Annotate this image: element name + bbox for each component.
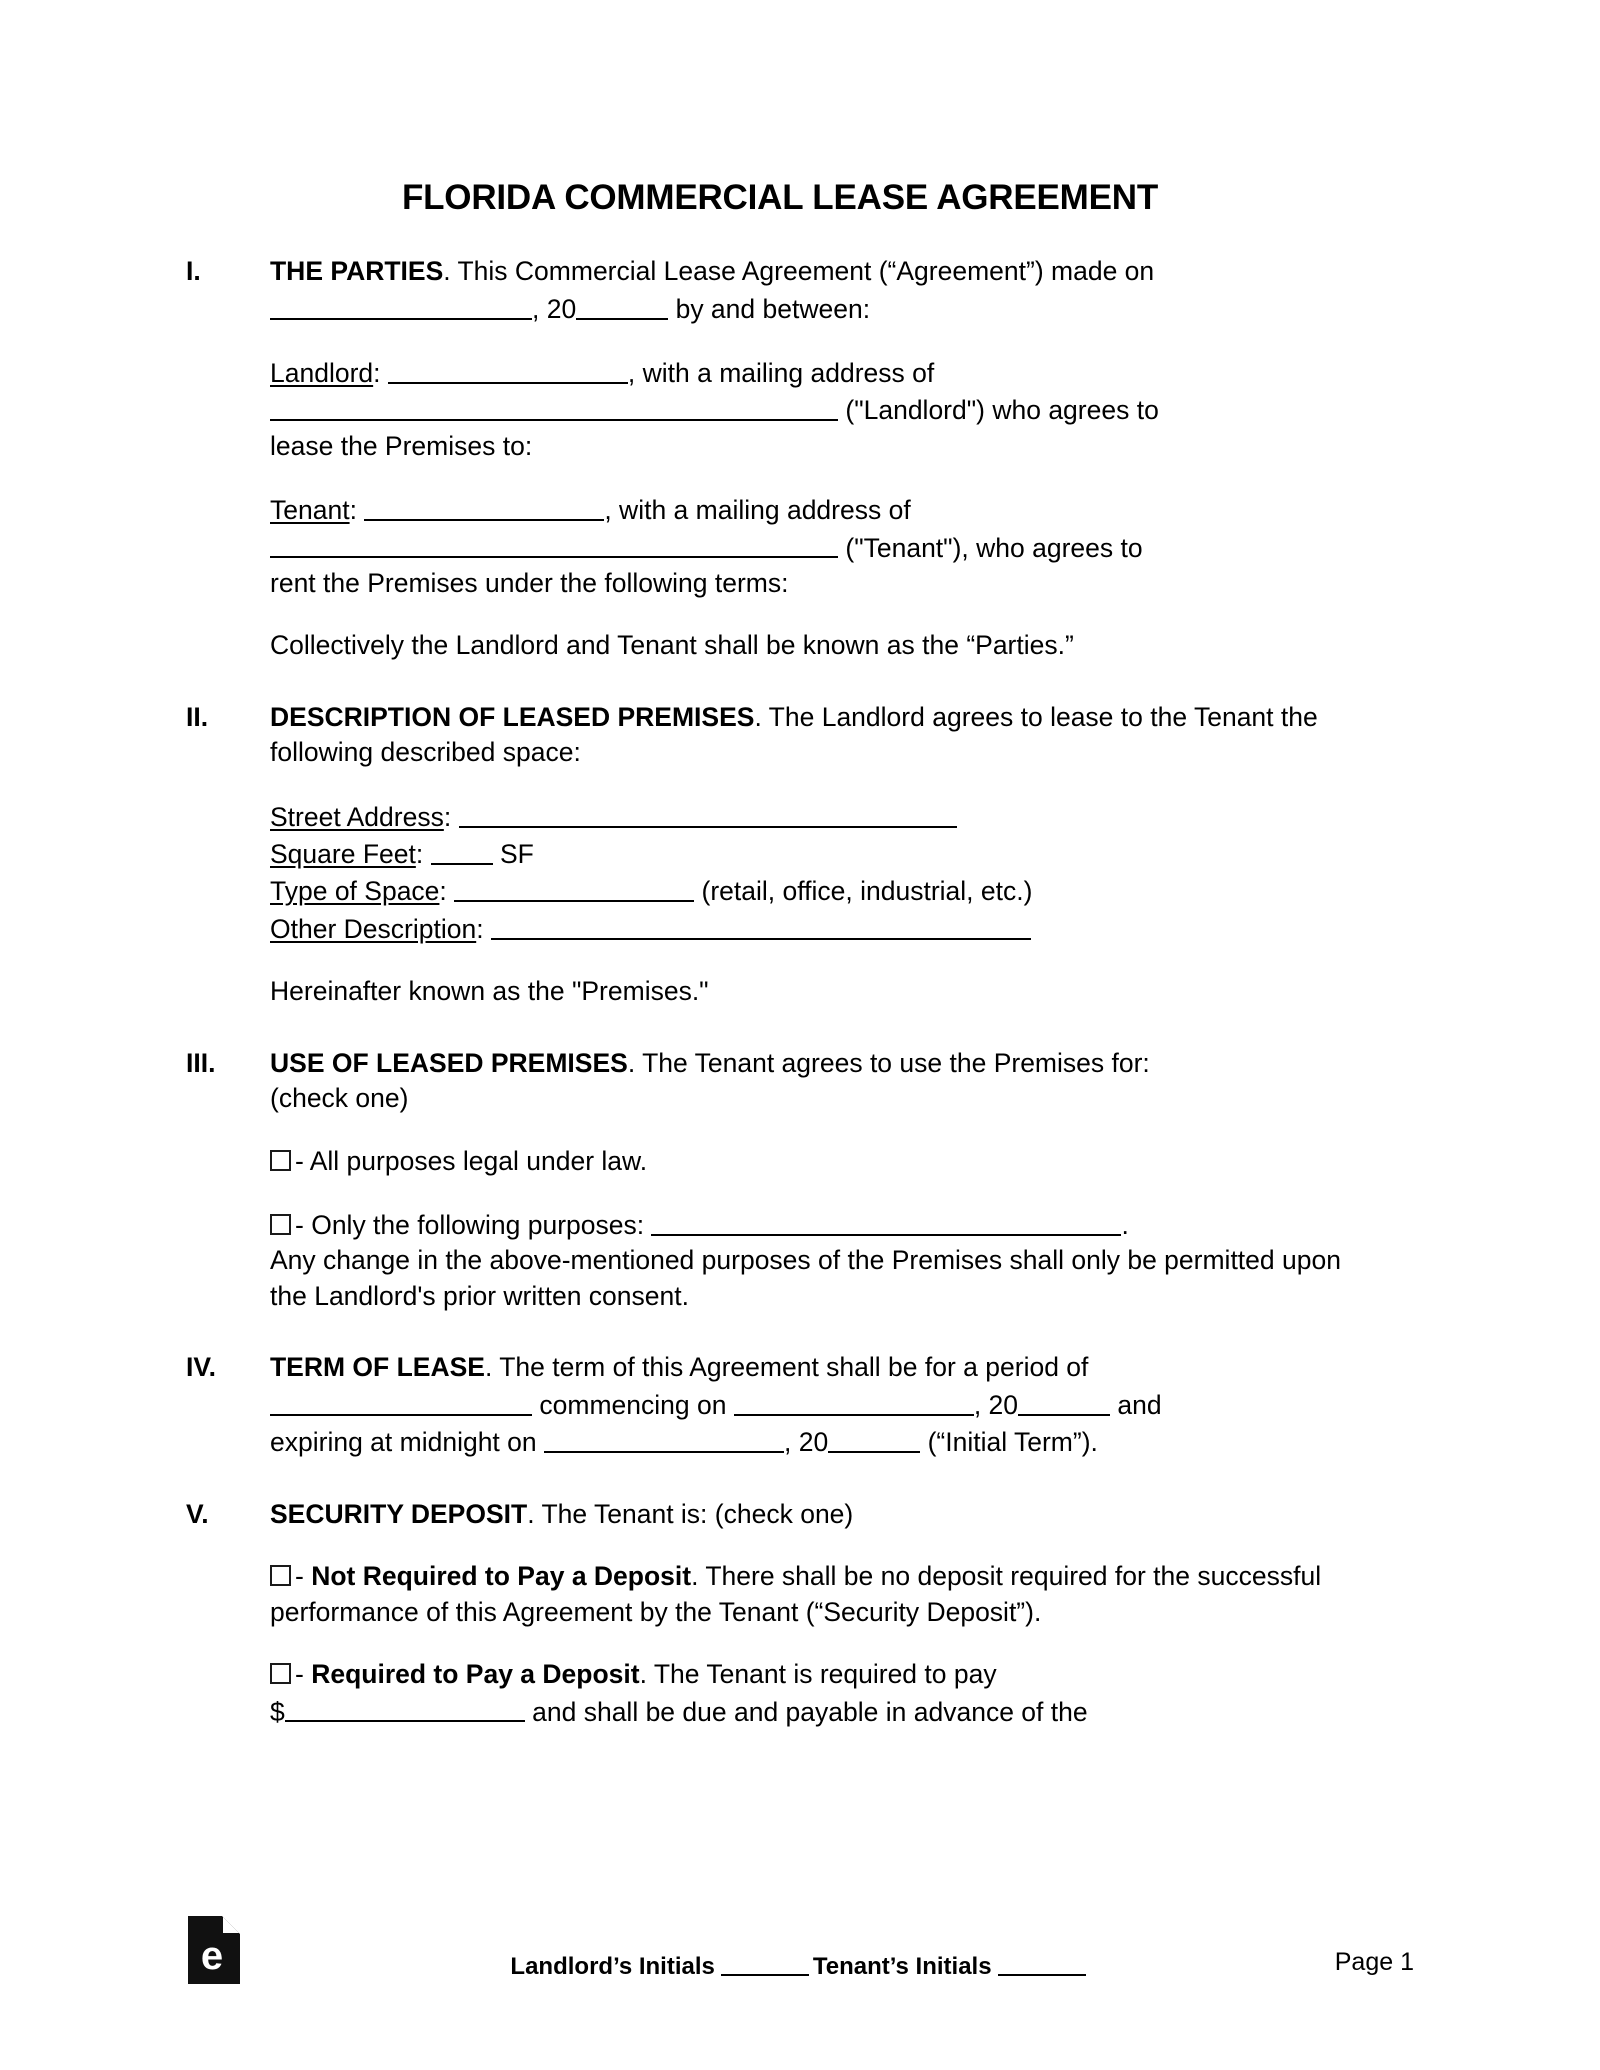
tenant-block: [270, 491, 1374, 601]
tenant-name-blank[interactable]: [364, 491, 604, 521]
checkbox-not-required-deposit[interactable]: [270, 1565, 291, 1586]
street-address-label: Street Address: [270, 801, 444, 832]
section-heading: SECURITY DEPOSIT: [270, 1498, 528, 1529]
section-description-of-leased-premises: [186, 700, 1374, 1010]
section-heading: TERM OF LEASE: [270, 1352, 485, 1383]
landlord-name-blank[interactable]: [388, 354, 628, 384]
checkbox-all-purposes[interactable]: [270, 1150, 291, 1171]
option-period: .: [1121, 1209, 1129, 1240]
landlord-block: [270, 354, 1374, 464]
landlord-mid-text: , with a mailing address of: [627, 357, 935, 388]
hereinafter-premises-text: Hereinafter known as the "Premises.": [270, 976, 709, 1007]
svg-text:e: e: [200, 1934, 224, 1978]
term-commencement-date-blank[interactable]: [734, 1386, 974, 1416]
only-following-purposes-blank[interactable]: [651, 1206, 1121, 1236]
term-commencement-year-blank[interactable]: [1018, 1386, 1110, 1416]
use-change-consent-text: Any change in the above-mentioned purposes of the Premises shall only be permitted upon the Landlord's prior written consent.: [270, 1245, 1341, 1311]
section-intro-text: . The Tenant is: (check one): [527, 1498, 854, 1529]
section-numeral: V.: [186, 1498, 209, 1529]
section-intro-text: . The Landlord agrees to lease to the Tenant the following described space:: [270, 701, 1318, 768]
square-feet-blank[interactable]: [431, 835, 493, 865]
section-the-parties: [186, 254, 1374, 664]
type-of-space-label: Type of Space: [270, 876, 440, 907]
section-intro-text: . This Commercial Lease Agreement (“Agreement”) made on: [443, 256, 1155, 287]
term-expiration-year-blank[interactable]: [828, 1423, 920, 1453]
tenant-colon: :: [349, 495, 357, 525]
term-year-prefix: , 20: [973, 1389, 1019, 1420]
use-intro: [270, 1046, 1374, 1117]
check-one-text: (check one): [270, 1083, 409, 1114]
checkbox-required-deposit[interactable]: [270, 1663, 291, 1684]
option-not-required-label: Not Required to Pay a Deposit: [311, 1561, 692, 1591]
page-title: FLORIDA COMMERCIAL LEASE AGREEMENT: [401, 178, 1159, 217]
deposit-intro: [270, 1497, 1374, 1533]
deposit-option-required: [270, 1657, 1374, 1730]
other-description-label: Other Description: [270, 913, 477, 944]
option-required-label: Required to Pay a Deposit: [311, 1659, 640, 1689]
deposit-option-not-required: [270, 1559, 1374, 1630]
option-dash: -: [295, 1209, 304, 1240]
option-dash: -: [295, 1145, 304, 1176]
square-feet-unit: SF: [499, 838, 534, 869]
term-expiring-text: expiring at midnight on: [270, 1427, 537, 1457]
initial-term-text: (“Initial Term”).: [927, 1427, 1098, 1457]
deposit-due-text: and shall be due and payable in advance of the: [532, 1696, 1088, 1727]
section-numeral: I.: [186, 256, 201, 287]
page-footer: [0, 1908, 1600, 2028]
section-heading: DESCRIPTION OF LEASED PREMISES: [270, 701, 755, 732]
agreement-year-blank[interactable]: [576, 290, 668, 320]
option-all-purposes-label: All purposes legal under law.: [309, 1145, 648, 1176]
checkbox-only-following-purposes[interactable]: [270, 1214, 291, 1235]
deposit-amount-blank[interactable]: [285, 1693, 525, 1723]
use-option-only-following: [270, 1206, 1374, 1314]
landlord-initials-label: Landlord’s Initials: [510, 1953, 715, 1980]
term-and-word: and: [1117, 1389, 1162, 1420]
document-body: [186, 0, 1374, 1730]
section-numeral: II.: [186, 701, 209, 732]
landlord-initials-blank[interactable]: [721, 1950, 809, 1976]
option-required-text: . The Tenant is required to pay: [639, 1659, 997, 1689]
tenant-after-address-text: ("Tenant"), who agrees to: [845, 532, 1143, 563]
option-dash: -: [295, 1561, 304, 1591]
option-not-required-text: . There shall be no deposit required for the successful performance of this Agreement by the Tenant (“Security Deposit”).: [270, 1561, 1322, 1627]
term-expiration-date-blank[interactable]: [544, 1423, 784, 1453]
deposit-dollar-sign: $: [270, 1696, 285, 1727]
section-security-deposit: [186, 1497, 1374, 1730]
tenant-mid-text: , with a mailing address of: [604, 495, 911, 525]
landlord-address-blank[interactable]: [270, 391, 838, 421]
section-content: [270, 1497, 1374, 1730]
section-content: [270, 700, 1374, 1010]
square-feet-label: Square Feet: [270, 838, 416, 869]
term-commencing-text: commencing on: [539, 1389, 727, 1420]
section-numeral: III.: [186, 1047, 216, 1078]
page-number: Page 1: [1334, 1948, 1414, 1976]
section-heading: THE PARTIES: [270, 256, 444, 287]
other-description-blank[interactable]: [491, 910, 1031, 940]
section-use-of-leased-premises: [186, 1046, 1374, 1315]
landlord-after-address-text: ("Landlord") who agrees to: [845, 395, 1159, 426]
section-heading: USE OF LEASED PREMISES: [270, 1047, 628, 1078]
option-only-following-label: Only the following purposes:: [311, 1209, 645, 1240]
tenant-address-blank[interactable]: [270, 529, 838, 559]
tenant-initials-blank[interactable]: [998, 1950, 1086, 1976]
agreement-year-prefix: , 20: [532, 293, 577, 324]
premises-fields: Street Address: Square Feet: SF Type of Space: (retail, office, industrial, etc.) Other Description:: [270, 798, 1374, 947]
section-intro-text: . The Tenant agrees to use the Premises for:: [627, 1047, 1150, 1078]
term-intro: [270, 1350, 1374, 1460]
tenant-closing-text: rent the Premises under the following terms:: [270, 567, 789, 598]
street-address-blank[interactable]: [459, 798, 957, 828]
tenant-initials-label: Tenant’s Initials: [812, 1953, 992, 1980]
section-numeral: IV.: [186, 1352, 216, 1383]
agreement-date-blank[interactable]: [270, 290, 532, 320]
collective-parties-text: Collectively the Landlord and Tenant shall be known as the “Parties.”: [270, 630, 1074, 661]
option-dash: -: [295, 1659, 304, 1689]
section-content: [270, 1046, 1374, 1315]
tenant-label: Tenant: [270, 495, 350, 525]
use-option-all-purposes: [270, 1144, 1374, 1180]
description-intro: [270, 700, 1374, 771]
term-year-prefix-2: , 20: [784, 1427, 829, 1457]
section-intro-text: . The term of this Agreement shall be for a period of: [484, 1352, 1089, 1383]
landlord-label: Landlord: [270, 357, 374, 388]
parties-intro: [270, 254, 1374, 327]
section-content: [270, 254, 1374, 664]
term-period-blank[interactable]: [270, 1386, 532, 1416]
landlord-closing-text: lease the Premises to:: [270, 430, 533, 461]
type-of-space-blank[interactable]: [454, 872, 694, 902]
type-of-space-hint: (retail, office, industrial, etc.): [701, 876, 1033, 907]
landlord-colon: :: [373, 357, 381, 388]
agreement-by-between-text: by and between:: [675, 293, 871, 324]
section-content: [270, 1350, 1374, 1460]
section-term-of-lease: [186, 1350, 1374, 1460]
